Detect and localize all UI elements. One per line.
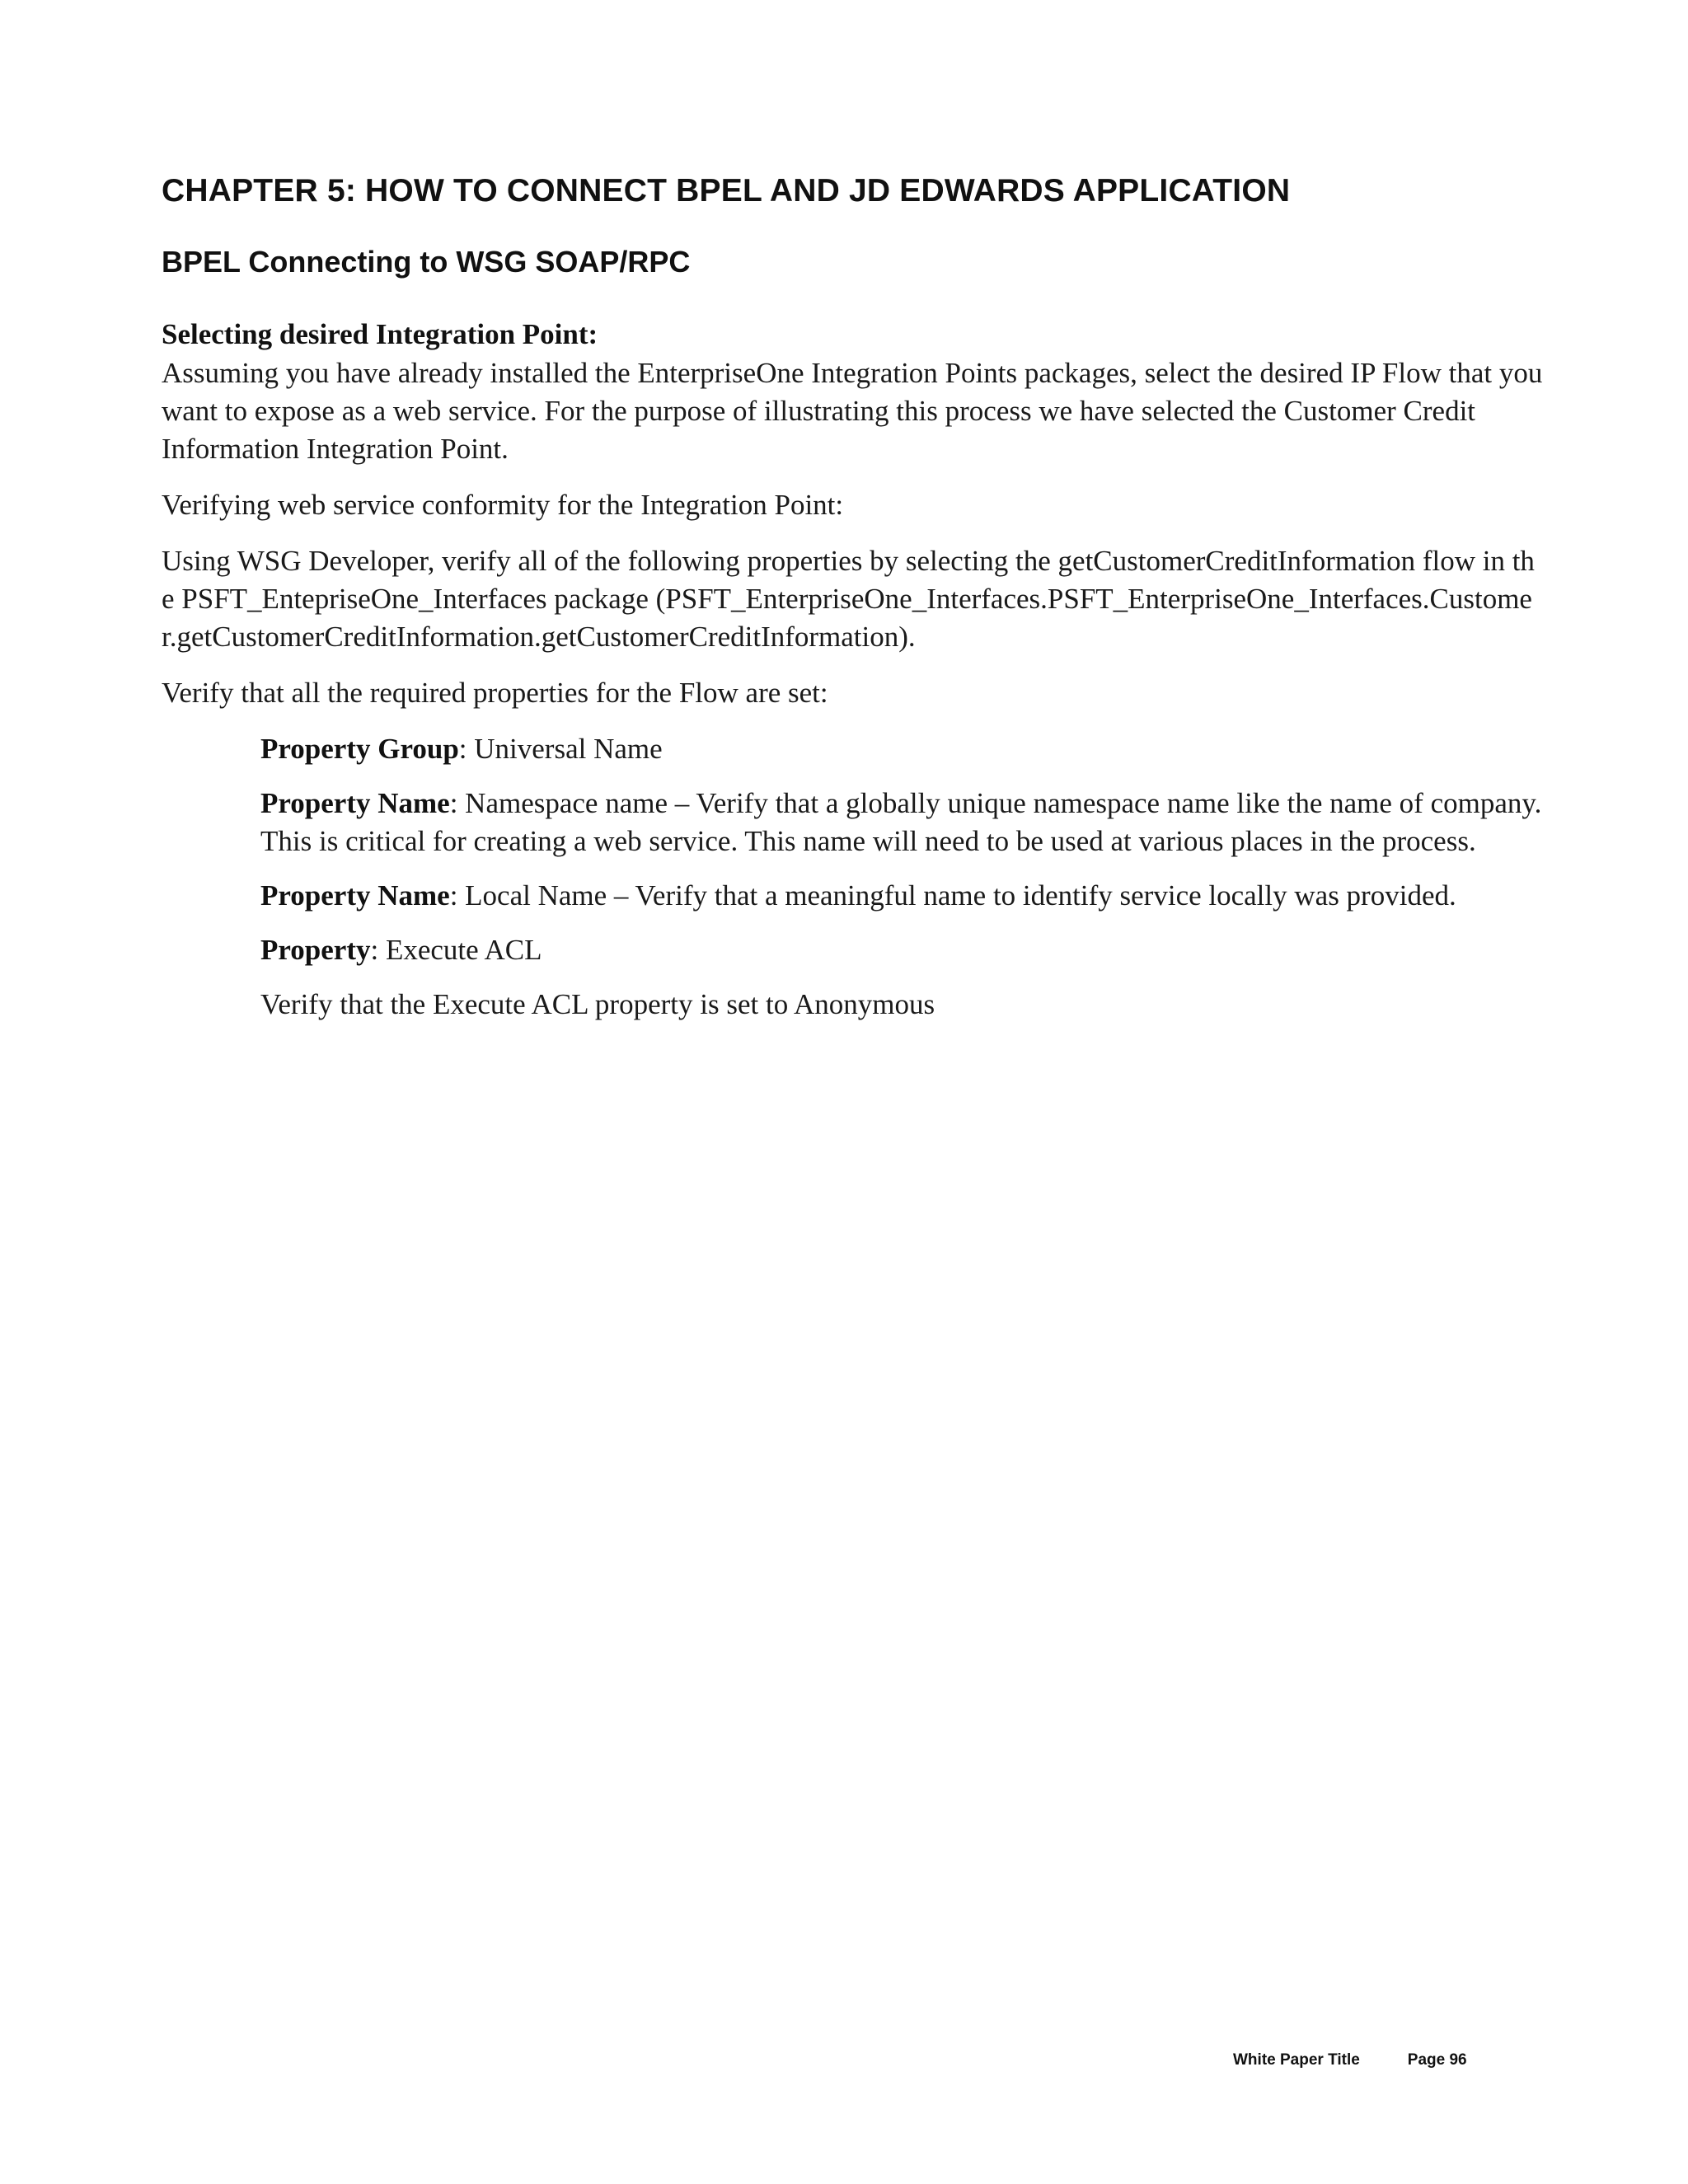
property-label: Property — [260, 934, 371, 966]
property-label: Property Group — [260, 733, 459, 765]
property-label: Property Name — [260, 787, 450, 819]
chapter-heading: CHAPTER 5: HOW TO CONNECT BPEL AND JD EDWARDS APPLICATION — [162, 173, 1291, 209]
property-item — [260, 785, 1546, 860]
intro-paragraph: Assuming you have already installed the EnterpriseOne Integration Points packages, select the desired IP Flow that you want to expose as a web service. For the purpose of illustrating this process we have selected the Customer Credit Information Integration Point. — [162, 357, 1543, 465]
property-list — [260, 730, 1546, 1024]
using-wsg-paragraph: Using WSG Developer, verify all of the following properties by selecting the getCustomerCreditInformation flow in the PSFT_EntepriseOne_Interfaces package (PSFT_EnterpriseOne_Interfaces.PSFT_EnterpriseOne_Interfaces.Customer.getCustomerCreditInformation.getCustomerCreditInformation). — [162, 545, 1535, 653]
subsection-heading: Selecting desired Integration Point: — [162, 318, 598, 350]
verifying-paragraph: Verifying web service conformity for the Integration Point: — [162, 489, 844, 521]
footer-page-number: Page 96 — [1407, 2051, 1467, 2069]
property-item — [260, 931, 1546, 969]
property-text: : Namespace name – Verify that a globally unique namespace name like the name of company. This is critical for creating a web service. This name will need to be used at various places in the process. — [260, 787, 1542, 857]
property-item — [260, 877, 1546, 915]
verify-required-paragraph: Verify that all the required properties for the Flow are set: — [162, 677, 828, 709]
footer-title: White Paper Title — [1233, 2051, 1360, 2069]
page-content — [162, 171, 1546, 1040]
page-footer — [1233, 2050, 1563, 2070]
property-text: : Execute ACL — [370, 934, 542, 966]
property-text: : Universal Name — [458, 733, 663, 765]
property-label: Property Name — [260, 879, 450, 912]
property-text: : Local Name – Verify that a meaningful name to identify service locally was provided. — [449, 879, 1456, 912]
section-heading: BPEL Connecting to WSG SOAP/RPC — [162, 245, 691, 279]
final-note: Verify that the Execute ACL property is set to Anonymous — [260, 988, 935, 1020]
property-item — [260, 730, 1546, 768]
